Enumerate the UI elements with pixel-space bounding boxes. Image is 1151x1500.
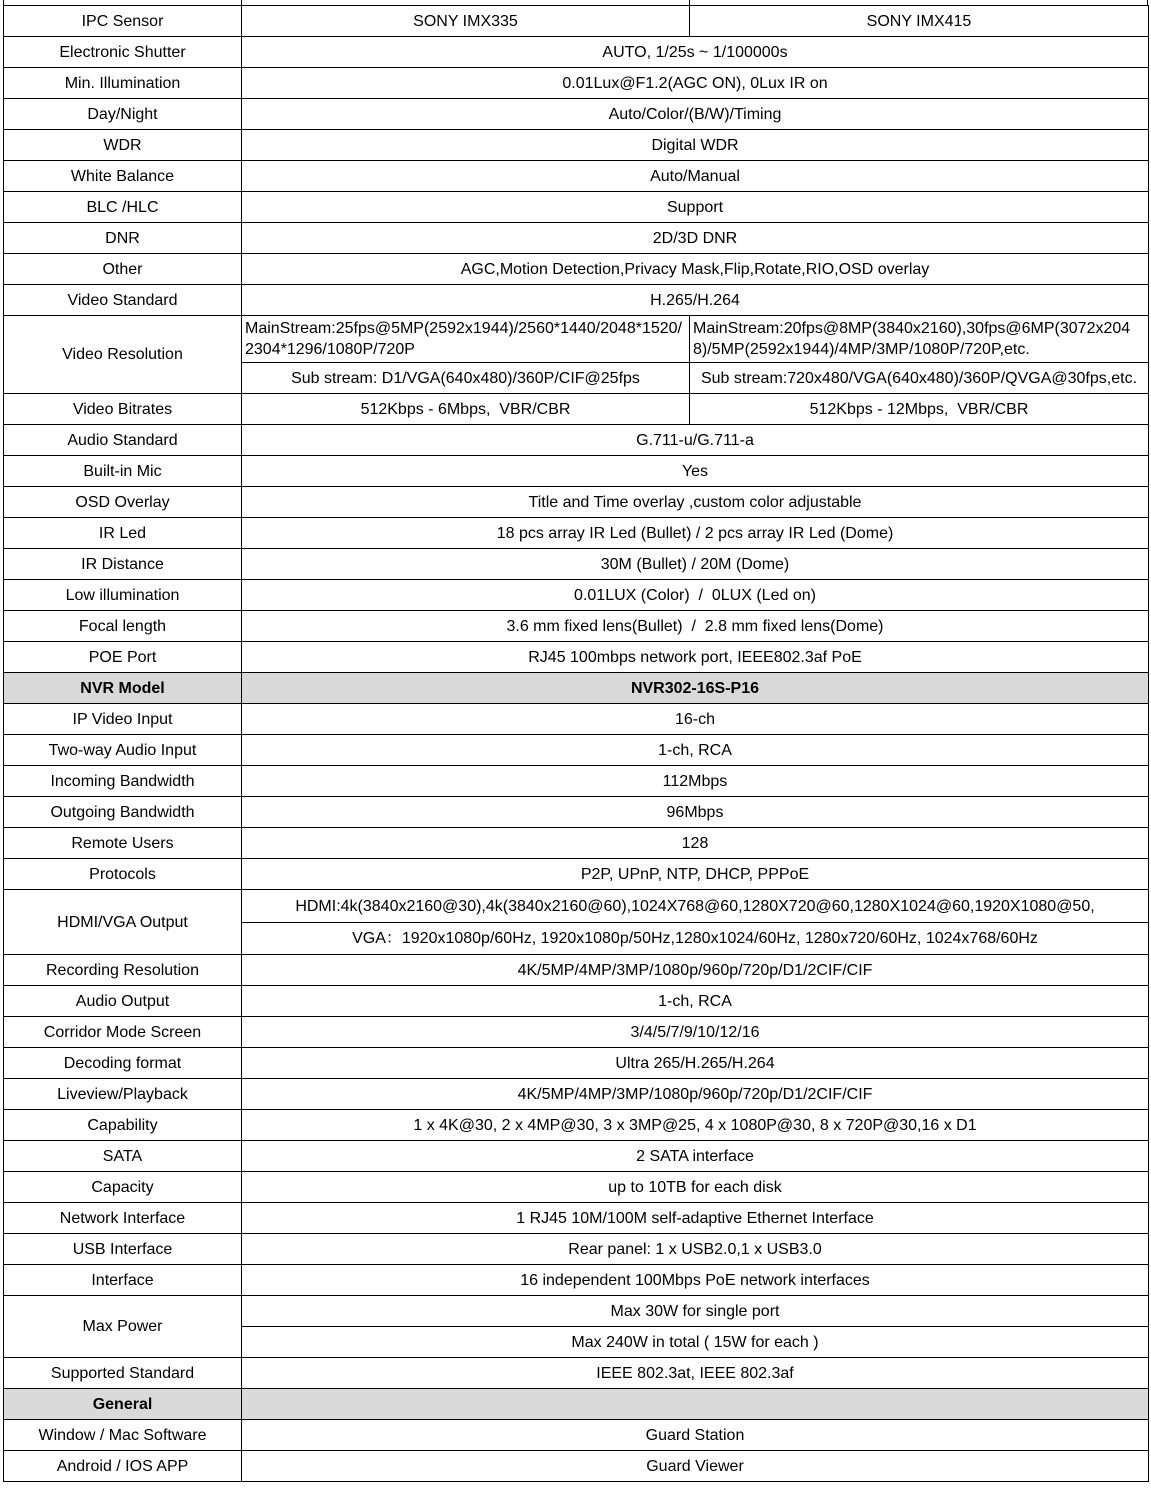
cell-value: Ultra 265/H.265/H.264 xyxy=(242,1048,1149,1079)
cell-value: 3.6 mm fixed lens(Bullet) / 2.8 mm fixed lens(Dome) xyxy=(242,611,1149,642)
cell-value: H.265/H.264 xyxy=(242,285,1149,316)
row-label: Video Standard xyxy=(4,285,242,316)
row-label: Capacity xyxy=(4,1172,242,1203)
row-label: Network Interface xyxy=(4,1203,242,1234)
cell-value: 112Mbps xyxy=(242,766,1149,797)
row-label: NVR Model xyxy=(4,673,242,704)
cell-value: Auto/Manual xyxy=(242,161,1149,192)
table-row xyxy=(4,580,1149,611)
cell-value: 30M (Bullet) / 20M (Dome) xyxy=(242,549,1149,580)
cell-value: Support xyxy=(242,192,1149,223)
table-row xyxy=(4,1017,1149,1048)
cell-value: P2P, UPnP, NTP, DHCP, PPPoE xyxy=(242,859,1149,890)
spec-table xyxy=(3,5,1149,1482)
table-row xyxy=(4,68,1149,99)
table-row xyxy=(4,549,1149,580)
row-label: IR Led xyxy=(4,518,242,549)
table-row xyxy=(4,1110,1149,1141)
cell-value: Max 30W for single port xyxy=(242,1296,1149,1327)
table-row xyxy=(4,37,1149,68)
table-row xyxy=(4,425,1149,456)
cell-value: AGC,Motion Detection,Privacy Mask,Flip,Rotate,RIO,OSD overlay xyxy=(242,254,1149,285)
row-label: DNR xyxy=(4,223,242,254)
table-row xyxy=(4,161,1149,192)
cell-value: up to 10TB for each disk xyxy=(242,1172,1149,1203)
table-row xyxy=(4,642,1149,673)
cell-value: 128 xyxy=(242,828,1149,859)
row-label: Liveview/Playback xyxy=(4,1079,242,1110)
cell-value-empty xyxy=(242,1389,1149,1420)
row-label: Corridor Mode Screen xyxy=(4,1017,242,1048)
table-row xyxy=(4,828,1149,859)
cell-value: Guard Station xyxy=(242,1420,1149,1451)
row-label: HDMI/VGA Output xyxy=(4,890,242,955)
table-row xyxy=(4,130,1149,161)
table-row xyxy=(4,6,1149,37)
table-row xyxy=(4,1079,1149,1110)
cell-value: 2D/3D DNR xyxy=(242,223,1149,254)
row-label: Remote Users xyxy=(4,828,242,859)
row-label: Low illumination xyxy=(4,580,242,611)
table-row xyxy=(4,1141,1149,1172)
row-label: Video Resolution xyxy=(4,316,242,394)
cell-value: 16-ch xyxy=(242,704,1149,735)
row-label: Other xyxy=(4,254,242,285)
row-label: WDR xyxy=(4,130,242,161)
table-row xyxy=(4,1048,1149,1079)
table-row xyxy=(4,859,1149,890)
cell-value: 4K/5MP/4MP/3MP/1080p/960p/720p/D1/2CIF/CIF xyxy=(242,955,1149,986)
section-header-general xyxy=(4,1389,1149,1420)
cell-value: Rear panel: 1 x USB2.0,1 x USB3.0 xyxy=(242,1234,1149,1265)
cell-value: 0.01LUX (Color) / 0LUX (Led on) xyxy=(242,580,1149,611)
cell-value: Max 240W in total ( 15W for each ) xyxy=(242,1327,1149,1358)
row-label: Supported Standard xyxy=(4,1358,242,1389)
table-row xyxy=(4,285,1149,316)
row-label: OSD Overlay xyxy=(4,487,242,518)
cell-value: MainStream:25fps@5MP(2592x1944)/2560*1440/2048*1520/2304*1296/1080P/720P xyxy=(242,316,690,363)
cell-value: RJ45 100mbps network port, IEEE802.3af PoE xyxy=(242,642,1149,673)
table-row xyxy=(4,1203,1149,1234)
row-label: USB Interface xyxy=(4,1234,242,1265)
cell-value: 1-ch, RCA xyxy=(242,986,1149,1017)
table-row xyxy=(4,1172,1149,1203)
row-label: Decoding format xyxy=(4,1048,242,1079)
row-label: Max Power xyxy=(4,1296,242,1358)
table-row xyxy=(4,518,1149,549)
row-label: POE Port xyxy=(4,642,242,673)
cell-value: Digital WDR xyxy=(242,130,1149,161)
cell-value: 512Kbps - 6Mbps, VBR/CBR xyxy=(242,394,690,425)
table-row xyxy=(4,1234,1149,1265)
table-row xyxy=(4,1296,1149,1327)
cell-value: 1 x 4K@30, 2 x 4MP@30, 3 x 3MP@25, 4 x 1080P@30, 8 x 720P@30,16 x D1 xyxy=(242,1110,1149,1141)
cell-value: IEEE 802.3at, IEEE 802.3af xyxy=(242,1358,1149,1389)
row-label: Video Bitrates xyxy=(4,394,242,425)
cell-value: G.711-u/G.711-a xyxy=(242,425,1149,456)
table-row xyxy=(4,1420,1149,1451)
cell-value: SONY IMX415 xyxy=(690,6,1149,37)
table-row xyxy=(4,1358,1149,1389)
cell-value: 0.01Lux@F1.2(AGC ON), 0Lux IR on xyxy=(242,68,1149,99)
table-row xyxy=(4,192,1149,223)
row-label: White Balance xyxy=(4,161,242,192)
cell-value: 1-ch, RCA xyxy=(242,735,1149,766)
cell-value: MainStream:20fps@8MP(3840x2160),30fps@6MP(3072x2048)/5MP(2592x1944)/4MP/3MP/1080P/720P,etc. xyxy=(690,316,1149,363)
table-row xyxy=(4,223,1149,254)
row-label: IP Video Input xyxy=(4,704,242,735)
row-label: IR Distance xyxy=(4,549,242,580)
cell-value: HDMI:4k(3840x2160@30),4k(3840x2160@60),1024X768@60,1280X720@60,1280X1024@60,1920X1080@50, xyxy=(242,890,1149,923)
row-label: Audio Output xyxy=(4,986,242,1017)
table-row xyxy=(4,316,1149,363)
row-label: Day/Night xyxy=(4,99,242,130)
cell-value: Title and Time overlay ,custom color adjustable xyxy=(242,487,1149,518)
table-row xyxy=(4,735,1149,766)
cell-value: 18 pcs array IR Led (Bullet) / 2 pcs array IR Led (Dome) xyxy=(242,518,1149,549)
table-row xyxy=(4,955,1149,986)
row-label: Outgoing Bandwidth xyxy=(4,797,242,828)
table-row xyxy=(4,611,1149,642)
row-label: SATA xyxy=(4,1141,242,1172)
cell-value: Auto/Color/(B/W)/Timing xyxy=(242,99,1149,130)
cell-value: 4K/5MP/4MP/3MP/1080p/960p/720p/D1/2CIF/CIF xyxy=(242,1079,1149,1110)
table-row xyxy=(4,704,1149,735)
row-label: Android / IOS APP xyxy=(4,1451,242,1482)
cell-value: Yes xyxy=(242,456,1149,487)
row-label: Audio Standard xyxy=(4,425,242,456)
table-row xyxy=(4,797,1149,828)
row-label: Capability xyxy=(4,1110,242,1141)
cell-value: VGA：1920x1080p/60Hz, 1920x1080p/50Hz,1280x1024/60Hz, 1280x720/60Hz, 1024x768/60Hz xyxy=(242,923,1149,955)
row-label: BLC /HLC xyxy=(4,192,242,223)
table-row xyxy=(4,890,1149,923)
row-label: Incoming Bandwidth xyxy=(4,766,242,797)
row-label: Built-in Mic xyxy=(4,456,242,487)
cell-value: 16 independent 100Mbps PoE network interfaces xyxy=(242,1265,1149,1296)
cell-value: Sub stream:720x480/VGA(640x480)/360P/QVGA@30fps,etc. xyxy=(690,363,1149,394)
row-label: Electronic Shutter xyxy=(4,37,242,68)
table-row xyxy=(4,986,1149,1017)
row-label: Min. Illumination xyxy=(4,68,242,99)
row-label: Protocols xyxy=(4,859,242,890)
table-row xyxy=(4,1265,1149,1296)
row-label: IPC Sensor xyxy=(4,6,242,37)
row-label: Two-way Audio Input xyxy=(4,735,242,766)
table-row xyxy=(4,99,1149,130)
cell-value: NVR302-16S-P16 xyxy=(242,673,1149,704)
cell-value: Guard Viewer xyxy=(242,1451,1149,1482)
table-row xyxy=(4,766,1149,797)
row-label: Recording Resolution xyxy=(4,955,242,986)
table-row xyxy=(4,487,1149,518)
row-label: Focal length xyxy=(4,611,242,642)
table-row xyxy=(4,394,1149,425)
cell-value: Sub stream: D1/VGA(640x480)/360P/CIF@25fps xyxy=(242,363,690,394)
row-label: General xyxy=(4,1389,242,1420)
cell-value: 512Kbps - 12Mbps, VBR/CBR xyxy=(690,394,1149,425)
cell-value: SONY IMX335 xyxy=(242,6,690,37)
cell-value: 96Mbps xyxy=(242,797,1149,828)
table-row xyxy=(4,456,1149,487)
table-row xyxy=(4,1451,1149,1482)
cell-value: 2 SATA interface xyxy=(242,1141,1149,1172)
row-label: Interface xyxy=(4,1265,242,1296)
table-row xyxy=(4,254,1149,285)
row-label: Window / Mac Software xyxy=(4,1420,242,1451)
section-header-nvr xyxy=(4,673,1149,704)
cell-value: AUTO, 1/25s ~ 1/100000s xyxy=(242,37,1149,68)
cell-value: 3/4/5/7/9/10/12/16 xyxy=(242,1017,1149,1048)
cell-value: 1 RJ45 10M/100M self-adaptive Ethernet Interface xyxy=(242,1203,1149,1234)
